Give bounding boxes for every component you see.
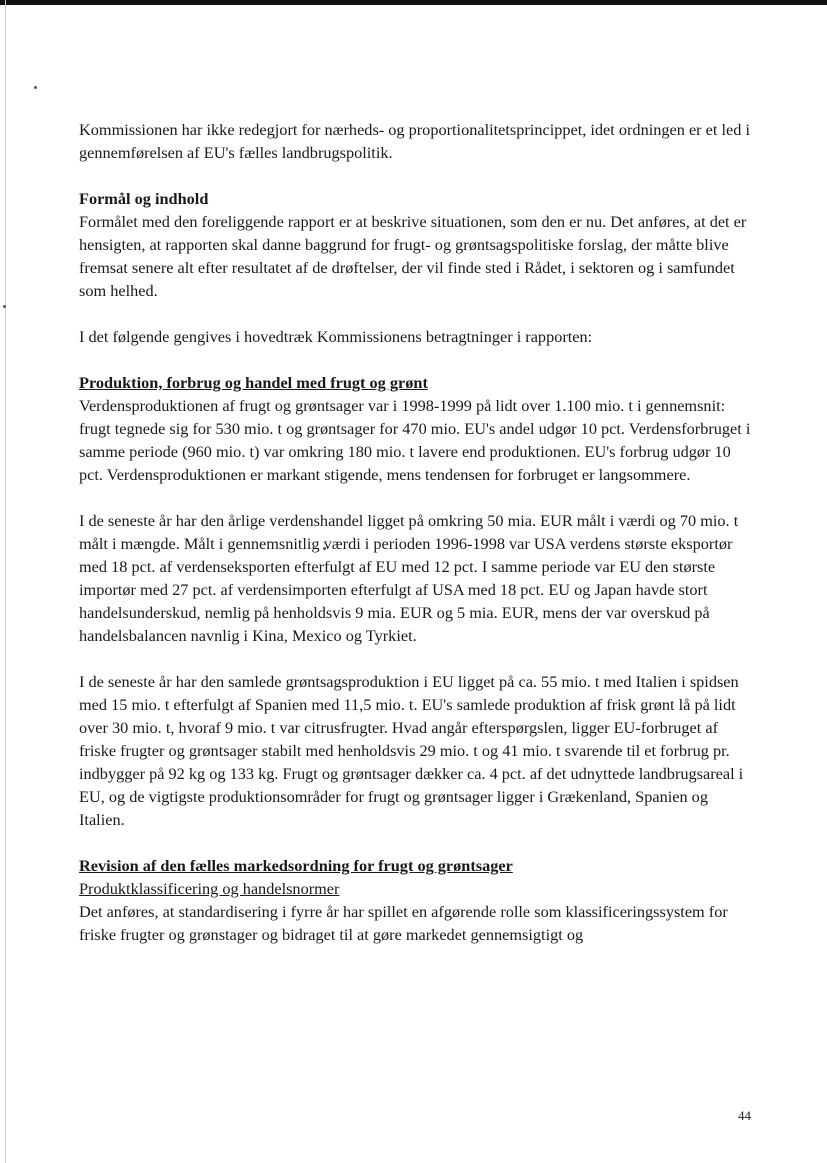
paragraph-intro-summary: I det følgende gengives i hovedtræk Kommissionens betragtninger i rapporten: xyxy=(79,327,593,346)
heading-purpose: Formål og indhold xyxy=(79,189,209,208)
paragraph-world-production: Verdensproduktionen af frugt og grøntsager var i 1998-1999 på lidt over 1.100 mio. t i gennemsnit: frugt tegnede sig for 530 mio. t og grøntsager for 470 mio. EU's andel udgør 10 pct. Verdensforbruget i samme periode (960 mio. t) var omkring 180 mio. t lavere end produktionen. EU's forbrug udgør 10 pct. Verdensproduktionen er markant stigende, mens tendensen for forbruget er langsommere. xyxy=(79,396,751,484)
heading-revision: Revision af den fælles markedsordning for frugt og grøntsager xyxy=(79,856,513,875)
paragraph-purpose: Formålet med den foreliggende rapport er at beskrive situationen, som den er nu. Det anføres, at det er hensigten, at rapporten skal danne baggrund for frugt- og grøntsagspolitiske forslag, der måtte blive fremsat senere alt efter resultatet af de drøftelser, der vil finde sted i Rådet, i sektoren og i samfundet som helhed. xyxy=(79,212,747,300)
document-page xyxy=(79,118,751,969)
scan-speck xyxy=(3,305,6,308)
page-number: 44 xyxy=(738,1108,751,1123)
heading-production: Produktion, forbrug og handel med frugt og grønt xyxy=(79,373,428,392)
scan-left-edge xyxy=(5,0,6,1163)
subheading-product-classification: Produktklassificering og handelsnormer xyxy=(79,879,340,898)
paragraph-standardisation: Det anføres, at standardisering i fyrre år har spillet en afgørende rolle som klassificeringssystem for friske frugter og grønstager og bidraget til at gøre markedet gennemsigtigt og xyxy=(79,902,728,944)
paragraph-eu-production: I de seneste år har den samlede grøntsagsproduktion i EU ligget på ca. 55 mio. t med Italien i spidsen med 15 mio. t efterfulgt af Spanien med 11,5 mio. t. EU's samlede produktion af frisk grønt lå på lidt over 30 mio. t, hvoraf 9 mio. t var citrusfrugter. Hvad angår efterspørgslen, ligger EU-forbruget af friske frugter og grøntsager stabilt med henholdsvis 29 mio. t og 41 mio. t svarende til et forbrug pr. indbygger på 92 kg og 133 kg. Frugt og grøntsager dækker ca. 4 pct. af det udnyttede landbrugsareal i EU, og de vigtigste produktionsområder for frugt og grøntsager ligger i Grækenland, Spanien og Italien. xyxy=(79,672,744,829)
paragraph-world-trade: I de seneste år har den årlige verdenshandel ligget på omkring 50 mia. EUR målt i værdi og 70 mio. t målt i mængde. Målt i gennemsnitlig værdi i perioden 1996-1998 var USA verdens største eksportør med 18 pct. af verdenseksporten efterfulgt af EU med 12 pct. I samme periode var EU den største importør med 27 pct. af verdensimporten efterfulgt af USA med 18 pct. EU og Japan havde stort handelsunderskud, nemlig på henholdsvis 9 mia. EUR og 5 mia. EUR, mens der var overskud på handelsbalancen navnlig i Kina, Mexico og Tyrkiet. xyxy=(79,511,739,645)
top-border-line xyxy=(0,0,827,5)
paragraph-subsidiarity: Kommissionen har ikke redegjort for nærheds- og proportionalitetsprincippet, idet ordningen er et led i gennemførelsen af EU's fælles landbrugspolitik. xyxy=(79,120,750,162)
scan-speck xyxy=(34,86,37,89)
